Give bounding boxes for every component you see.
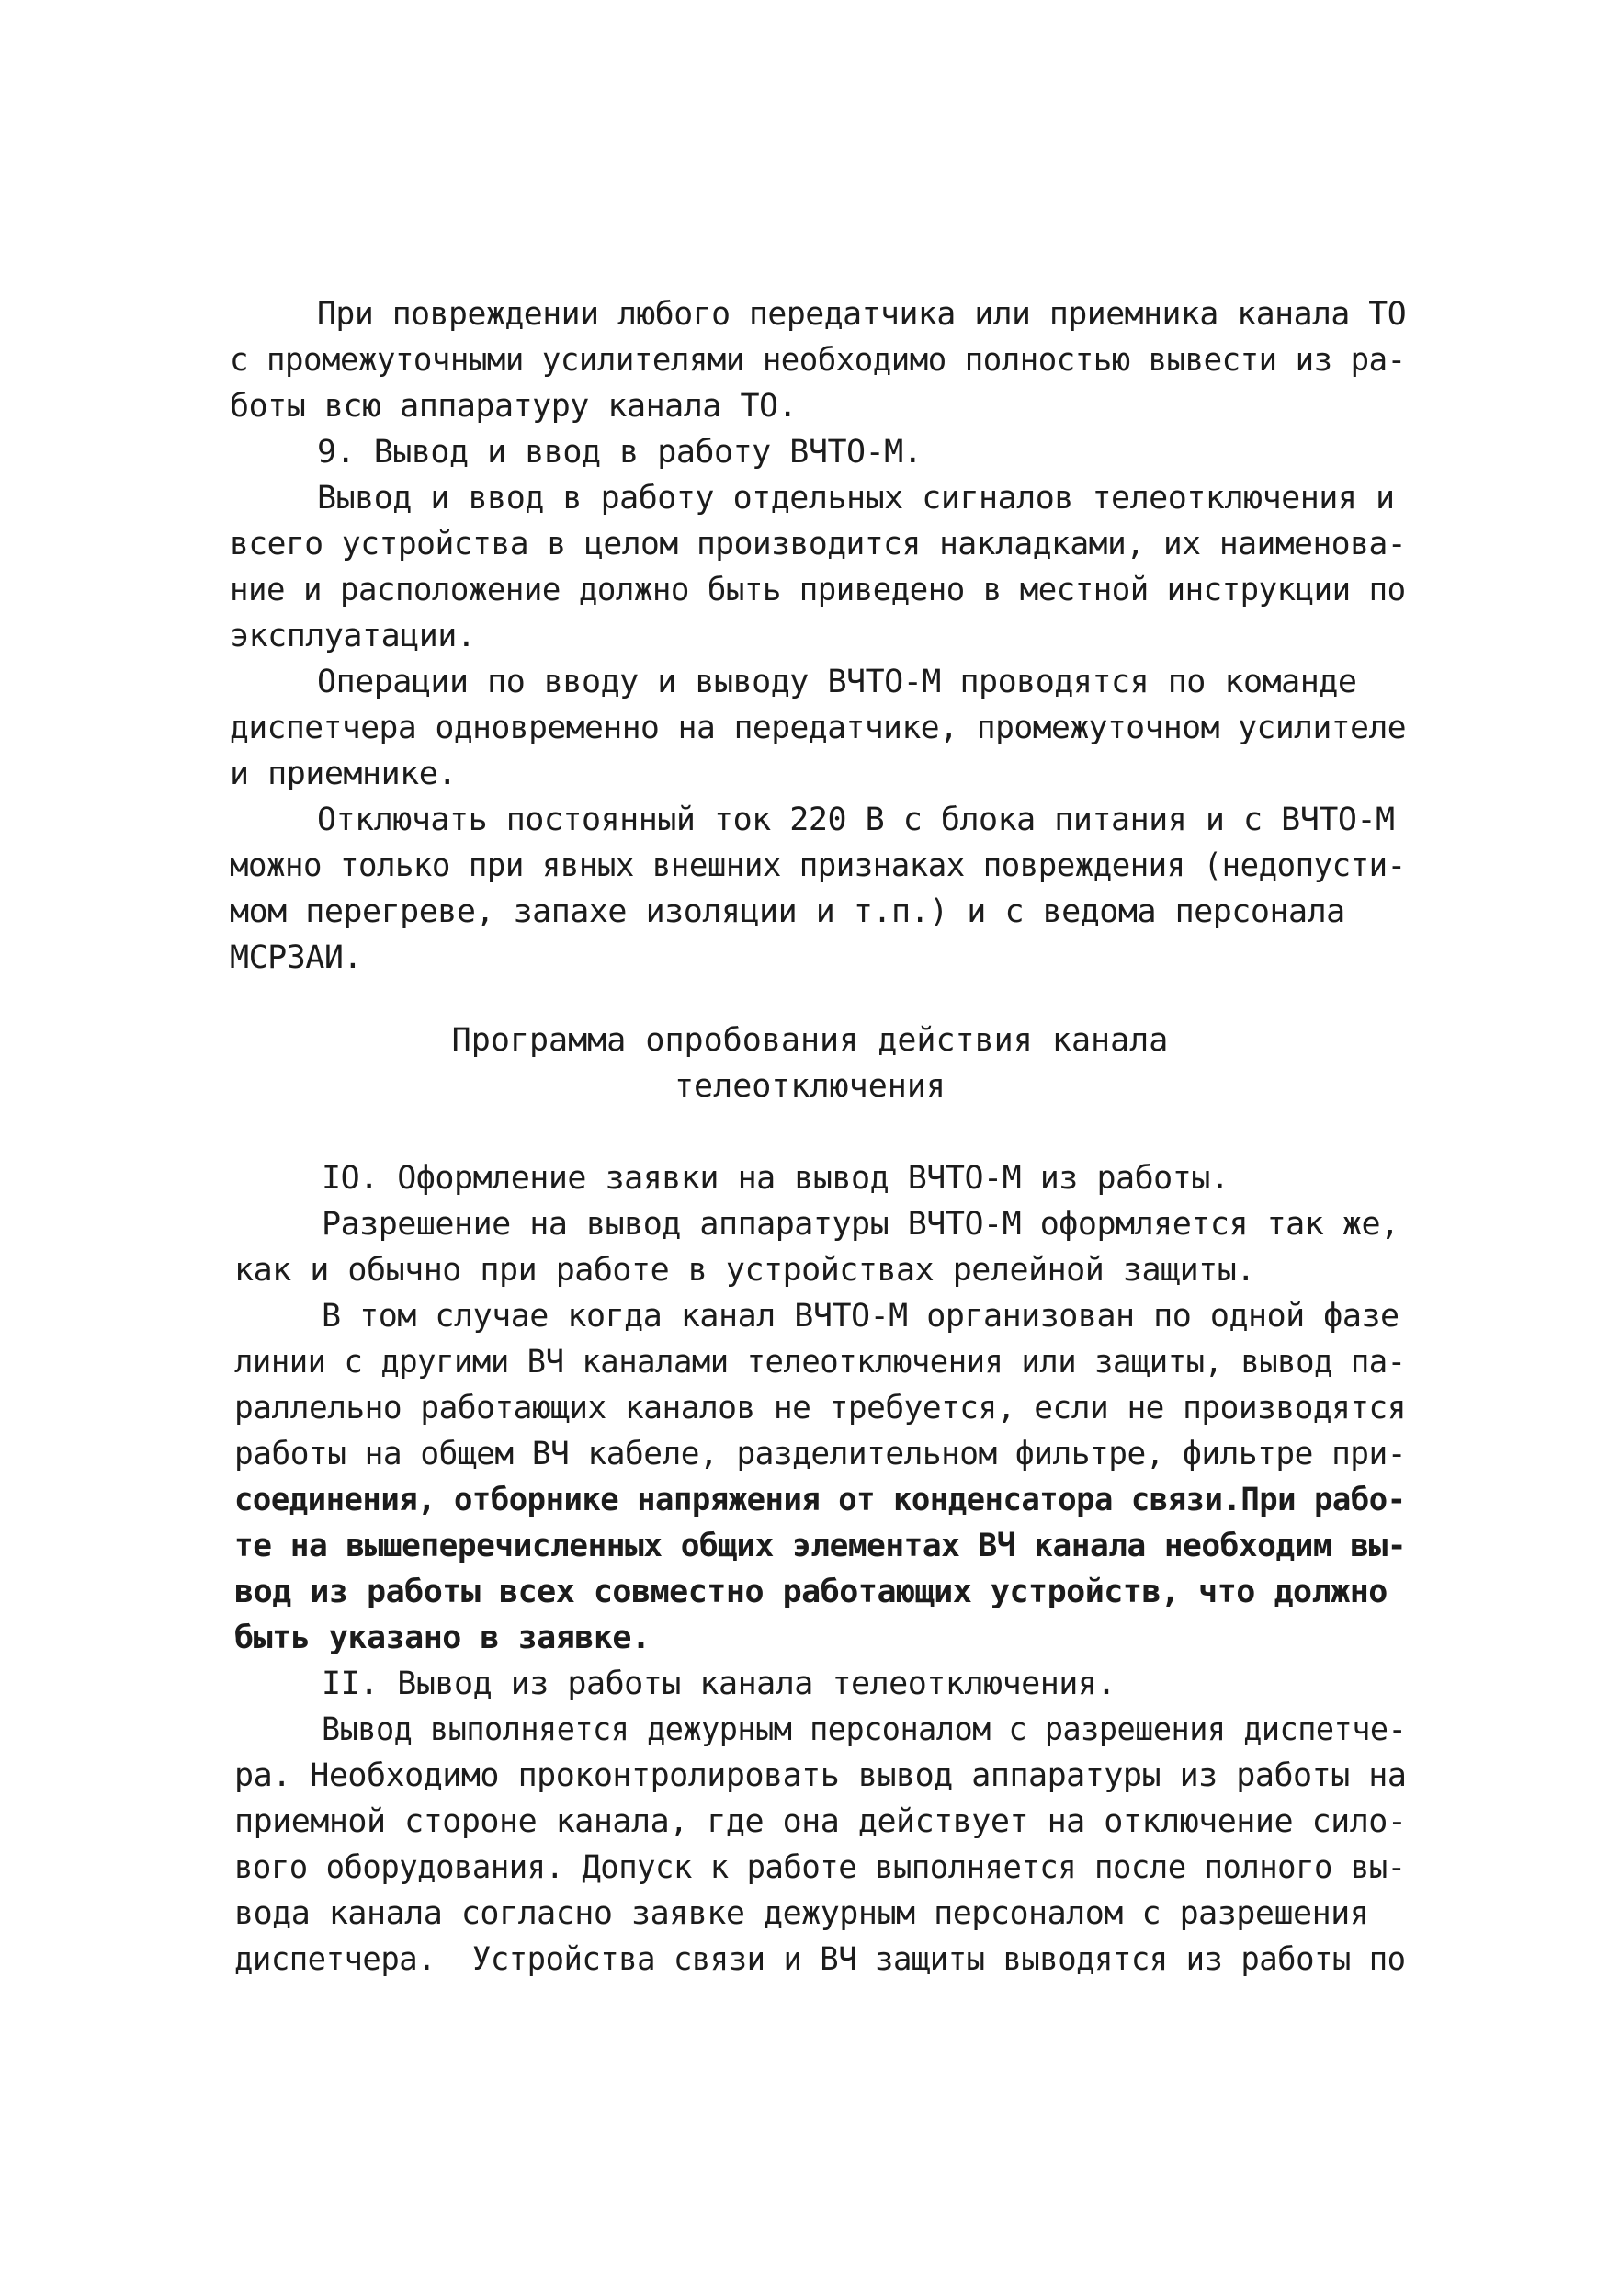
paragraph-line: боты всю аппаратуру канала ТО. bbox=[230, 388, 798, 425]
program-title-line-1: Программа опробования действия канала bbox=[451, 1022, 1169, 1059]
paragraph-line: соединения, отборнике напряжения от конденсатора связи.При рабо- bbox=[234, 1482, 1406, 1518]
section-heading-10: IO. Оформление заявки на вывод ВЧТО-М из работы. bbox=[322, 1160, 1229, 1197]
paragraph-line: всего устройства в целом производится накладками, их наименова- bbox=[230, 526, 1407, 563]
paragraph-line: вого оборудования. Допуск к работе выполняется после полного вы- bbox=[234, 1849, 1406, 1886]
paragraph-line: те на вышеперечисленных общих элементах ВЧ канала необходим вы- bbox=[234, 1528, 1407, 1564]
section-heading-9: 9. Вывод и ввод в работу ВЧТО-М. bbox=[317, 434, 923, 471]
paragraph-line: Операции по вводу и выводу ВЧТО-М проводятся по команде bbox=[317, 664, 1357, 700]
paragraph-line: и приемнике. bbox=[230, 756, 457, 792]
paragraph-line: можно только при явных внешних признаках повреждения (недопусти- bbox=[230, 847, 1406, 884]
paragraph-line: диспетчера. Устройства связи и ВЧ защиты выводятся из работы по bbox=[234, 1941, 1406, 1978]
program-title-line-2: телеотключения bbox=[674, 1068, 946, 1105]
paragraph-line: При повреждении любого передатчика или приемника канала ТО bbox=[317, 296, 1407, 333]
paragraph-line: эксплуатации. bbox=[230, 618, 476, 654]
paragraph-line: Вывод и ввод в работу отдельных сигналов телеотключения и bbox=[317, 480, 1395, 517]
paragraph-line: как и обычно при работе в устройствах релейной защиты. bbox=[234, 1252, 1255, 1289]
paragraph-line: Вывод выполняется дежурным персоналом с разрешения диспетче- bbox=[322, 1711, 1407, 1748]
paragraph-line: ние и расположение должно быть приведено в местной инструкции по bbox=[230, 572, 1406, 608]
paragraph-line: В том случае когда канал ВЧТО-М организован по одной фазе bbox=[322, 1298, 1399, 1335]
section-heading-11: II. Вывод из работы канала телеотключения. bbox=[322, 1665, 1116, 1702]
paragraph-line: быть указано в заявке. bbox=[234, 1620, 651, 1656]
paragraph-line: с промежуточными усилителями необходимо полностью вывести из ра- bbox=[230, 342, 1406, 379]
paragraph-line: раллельно работающих каналов не требуется, если не производятся bbox=[234, 1390, 1407, 1426]
paragraph-line: работы на общем ВЧ кабеле, разделительном фильтре, фильтре при- bbox=[234, 1436, 1407, 1472]
paragraph-line: линии с другими ВЧ каналами телеотключения или защиты, вывод па- bbox=[234, 1344, 1406, 1381]
paragraph-line: мом перегреве, запахе изоляции и т.п.) и с ведома персонала bbox=[230, 893, 1345, 930]
paragraph-line: приемной стороне канала, где она действует на отключение сило- bbox=[234, 1803, 1407, 1840]
paragraph-line: Разрешение на вывод аппаратуры ВЧТО-М оформляется так же, bbox=[322, 1206, 1399, 1243]
paragraph-line: ра. Необходимо проконтролировать вывод аппаратуры из работы на bbox=[234, 1757, 1407, 1794]
paragraph-line: МСРЗАИ. bbox=[230, 939, 363, 976]
paragraph-line: вод из работы всех совместно работающих устройств, что должно bbox=[234, 1574, 1388, 1610]
paragraph-line: вода канала согласно заявке дежурным персоналом с разрешения bbox=[234, 1895, 1369, 1932]
paragraph-line: Отключать постоянный ток 220 В с блока питания и с ВЧТО-М bbox=[317, 801, 1395, 838]
paragraph-line: диспетчера одновременно на передатчике, промежуточном усилителе bbox=[230, 710, 1407, 746]
